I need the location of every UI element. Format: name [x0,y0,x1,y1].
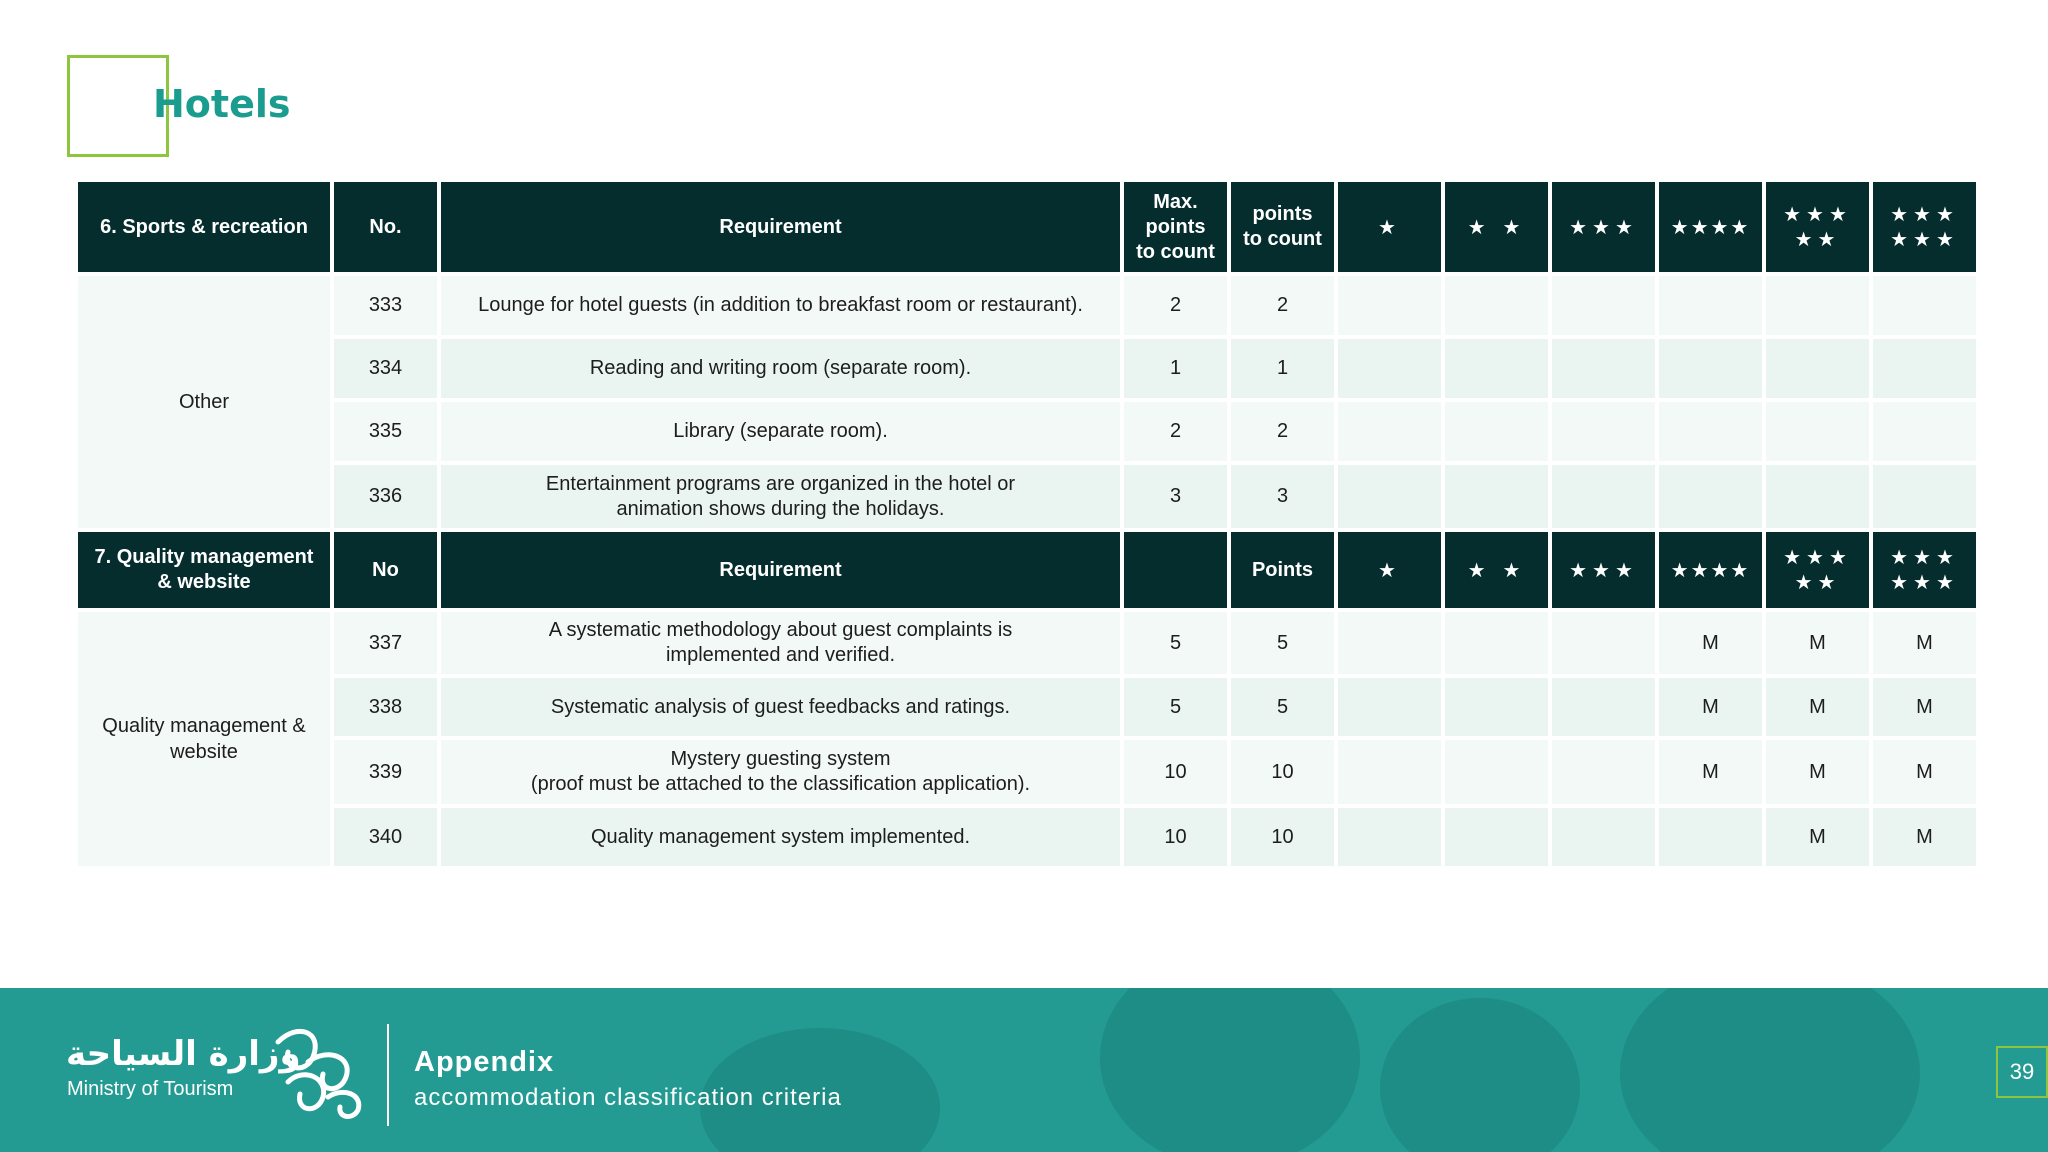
star2-cell [1445,276,1548,335]
table-row [78,465,1976,528]
two-star-icon: ★ ★ [1445,532,1548,608]
footer-subtitle: accommodation classification criteria [414,1084,842,1111]
row-number: 338 [334,678,437,736]
star6-cell [1873,402,1976,461]
star1-cell [1338,808,1441,866]
five-star-bottom-icon: ★★ [1794,570,1841,594]
max-points-header-line2: points [1145,215,1206,238]
points: 5 [1231,678,1334,736]
one-star-icon: ★ [1338,182,1441,272]
star2-cell [1445,402,1548,461]
three-star-icon: ★★★ [1552,182,1655,272]
star3-cell [1552,612,1655,674]
no-header: No. [334,182,437,272]
points: 2 [1231,276,1334,335]
star5-cell: M [1766,808,1869,866]
star3-cell [1552,740,1655,804]
star3-cell [1552,465,1655,528]
star5-cell [1766,465,1869,528]
requirement-text: Entertainment programs are organized in the hotel or animation shows during the holidays. [441,465,1120,528]
star4-cell [1659,808,1762,866]
star4-cell: M [1659,678,1762,736]
star3-cell [1552,276,1655,335]
ministry-logo-arabic: وزارة السياحة [66,1034,301,1074]
category-quality-line2: website [170,741,238,763]
row-number: 334 [334,339,437,398]
one-star-icon: ★ [1338,532,1441,608]
row-number: 337 [334,612,437,674]
star4-cell [1659,402,1762,461]
points: 3 [1231,465,1334,528]
star6-cell: M [1873,678,1976,736]
star4-cell: M [1659,612,1762,674]
row-number: 335 [334,402,437,461]
ministry-logo-english: Ministry of Tourism [67,1078,234,1100]
star3-cell [1552,339,1655,398]
max-points: 3 [1124,465,1227,528]
background-palm-shape [1380,998,1580,1152]
row-number: 339 [334,740,437,804]
star1-cell [1338,678,1441,736]
six-star-bottom-icon: ★★★ [1890,227,1959,251]
points-header [1231,182,1334,272]
six-star-top-icon: ★★★ [1890,202,1959,226]
row-number: 340 [334,808,437,866]
background-palm-shape [1620,988,1920,1152]
star2-cell [1445,808,1548,866]
category-quality-line1: Quality management & [102,715,306,737]
star3-cell [1552,402,1655,461]
max-points: 1 [1124,339,1227,398]
footer-title: Appendix [414,1046,555,1078]
page-title: Hotels [153,82,291,126]
star1-cell [1338,402,1441,461]
section7-category-header [78,532,330,608]
star2-cell [1445,612,1548,674]
star5-cell [1766,276,1869,335]
five-star-bottom-icon: ★★ [1794,227,1841,251]
five-star-top-icon: ★★★ [1783,202,1852,226]
requirement-header: Requirement [441,182,1120,272]
row-number: 333 [334,276,437,335]
table-row [78,612,1976,674]
star6-cell: M [1873,612,1976,674]
requirement-text: Lounge for hotel guests (in addition to breakfast room or restaurant). [441,276,1120,335]
section7-category-line1: 7. Quality management [94,546,314,568]
star1-cell [1338,612,1441,674]
four-star-icon: ★★★★ [1659,532,1762,608]
table-row [78,276,1976,335]
max-points: 10 [1124,740,1227,804]
six-star-bottom-icon: ★★★ [1890,570,1959,594]
star4-cell [1659,276,1762,335]
max-points-header-line1: Max. [1153,190,1198,213]
points: 2 [1231,402,1334,461]
section7-category-line2: & website [157,571,251,593]
table-row [78,740,1976,804]
points-header-line1: points [1252,203,1313,225]
star6-cell: M [1873,808,1976,866]
points-header: Points [1231,532,1334,608]
star1-cell [1338,465,1441,528]
background-palm-shape [1100,988,1360,1152]
four-star-icon: ★★★★ [1659,182,1762,272]
requirement-text: A systematic methodology about guest complaints is implemented and verified. [441,612,1120,674]
five-star-top-icon: ★★★ [1783,545,1852,569]
star3-cell [1552,808,1655,866]
star2-cell [1445,740,1548,804]
points: 10 [1231,808,1334,866]
requirement-text: Quality management system implemented. [441,808,1120,866]
star4-cell [1659,339,1762,398]
ministry-emblem-icon [268,1022,370,1122]
max-points-header [1124,182,1227,272]
section6-header-row [78,182,1976,272]
category-cell-quality [78,612,330,866]
max-points: 2 [1124,402,1227,461]
star3-cell [1552,678,1655,736]
star6-cell [1873,465,1976,528]
max-points: 5 [1124,612,1227,674]
star4-cell [1659,465,1762,528]
no-header: No [334,532,437,608]
star1-cell [1338,740,1441,804]
footer-banner [0,988,2048,1152]
six-star-icon [1873,532,1976,608]
points-header-line2: to count [1243,228,1322,250]
star6-cell [1873,276,1976,335]
max-points: 2 [1124,276,1227,335]
star4-cell: M [1659,740,1762,804]
six-star-icon [1873,182,1976,272]
requirement-text: Systematic analysis of guest feedbacks and ratings. [441,678,1120,736]
star1-cell [1338,339,1441,398]
star5-cell: M [1766,740,1869,804]
star2-cell [1445,339,1548,398]
table-row [78,678,1976,736]
star2-cell [1445,678,1548,736]
star5-cell [1766,339,1869,398]
criteria-table [74,178,1980,870]
requirement-header: Requirement [441,532,1120,608]
five-star-icon [1766,532,1869,608]
three-star-icon: ★★★ [1552,532,1655,608]
requirement-text: Mystery guesting system (proof must be attached to the classification application). [441,740,1120,804]
max-points: 5 [1124,678,1227,736]
footer-divider [387,1024,389,1126]
row-number: 336 [334,465,437,528]
section6-category-header: 6. Sports & recreation [78,182,330,272]
points: 10 [1231,740,1334,804]
two-star-icon: ★ ★ [1445,182,1548,272]
table-row [78,808,1976,866]
max-points-header [1124,532,1227,608]
six-star-top-icon: ★★★ [1890,545,1959,569]
star5-cell [1766,402,1869,461]
points: 1 [1231,339,1334,398]
five-star-icon [1766,182,1869,272]
section7-header-row [78,532,1976,608]
page-number: 39 [1996,1046,2048,1098]
max-points-header-line3: to count [1136,240,1215,263]
star6-cell: M [1873,740,1976,804]
star5-cell: M [1766,678,1869,736]
star6-cell [1873,339,1976,398]
points: 5 [1231,612,1334,674]
category-cell-other: Other [78,276,330,528]
star2-cell [1445,465,1548,528]
table-row [78,402,1976,461]
table-row [78,339,1976,398]
max-points: 10 [1124,808,1227,866]
star5-cell: M [1766,612,1869,674]
star1-cell [1338,276,1441,335]
requirement-text: Library (separate room). [441,402,1120,461]
requirement-text: Reading and writing room (separate room). [441,339,1120,398]
